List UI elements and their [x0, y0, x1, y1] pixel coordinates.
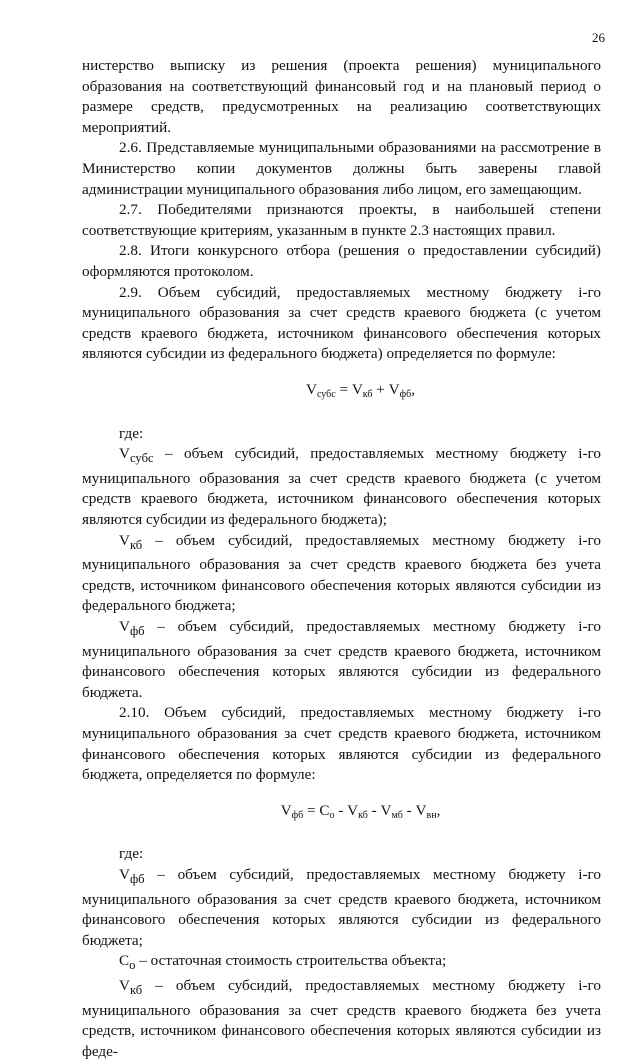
where-label: где:	[119, 845, 144, 863]
definition-v-kb: $V_{кб}$ – объем субсидий, предоставляемых местному бюджету i-го муниципального образования за счет средств краевого бюджета без учета средств, источником финансового обеспечения которых являются субсидии из федерального бюджета;	[82, 531, 601, 615]
paragraph-continuation: нистерство выписку из решения (проекта решения) муниципального образования на соответствующий финансовый год и на плановый период о размере средств, предусмотренных на реализацию соответствующих мероприятий.	[82, 57, 601, 136]
definition-v-fb: $V_{фб}$ – объем субсидий, предоставляемых местному бюджету i-го муниципального образования за счет средств краевого бюджета, источником финансового обеспечения которых являются субсидии из федерального бюджета;	[82, 865, 601, 949]
definition-v-kb: $V_{кб}$ – объем субсидий, предоставляемых местному бюджету i-го муниципального образования за счет средств краевого бюджета без учета средств, источником финансового обеспечения которых являются субсидии из феде-	[82, 976, 601, 1060]
definition-c-o: $C_о$ – остаточная стоимость строительства объекта;	[119, 952, 447, 973]
paragraph-2-6: 2.6. Представляемые муниципальными образованиями на рассмотрение в Министерство копии документов должны быть заверены главой администрации муниципального образования либо лицом, его замещающим.	[82, 139, 601, 198]
definition-v-fb: $V_{фб}$ – объем субсидий, предоставляемых местному бюджету i-го муниципального образования за счет средств краевого бюджета, источником финансового обеспечения которых являются субсидии из федерального бюджета.	[82, 617, 601, 701]
paragraph-2-8: 2.8. Итоги конкурсного отбора (решения о предоставлении субсидий) оформляются протоколом.	[82, 242, 601, 280]
paragraph-2-10: 2.10. Объем субсидий, предоставляемых местному бюджету i-го муниципального образования за счет средств краевого бюджета, источником финансового обеспечения которых являются субсидии из федерального бюджета, определяется по формуле:	[82, 704, 601, 784]
where-label: где:	[119, 424, 144, 442]
formula-federal-subsidy: $V_{фб} = C_о - V_{кб} - V_{мб} - V_{вн}$,	[280, 801, 441, 821]
paragraph-2-7: 2.7. Победителями признаются проекты, в наибольшей степени соответствующие критериям, указанным в пункте 2.3 настоящих правил.	[82, 201, 601, 239]
page-number: 26	[592, 30, 605, 45]
paragraph-2-9: 2.9. Объем субсидий, предоставляемых местному бюджету i-го муниципального образования за счет средств краевого бюджета (с учетом средств краевого бюджета, источником финансового обеспечения которых являются субсидии из федерального бюджета) определяется по формуле:	[82, 283, 601, 363]
formula-total-subsidy: $V_{субс} = V_{кб} + V_{фб}$,	[305, 380, 416, 400]
document-body	[82, 56, 601, 1062]
definition-v-subs: $V_{субс}$ – объем субсидий, предоставляемых местному бюджету i-го муниципального образования за счет средств краевого бюджета (с учетом средств краевого бюджета, источником финансового обеспечения которых являются субсидии из федерального бюджета);	[82, 445, 601, 528]
